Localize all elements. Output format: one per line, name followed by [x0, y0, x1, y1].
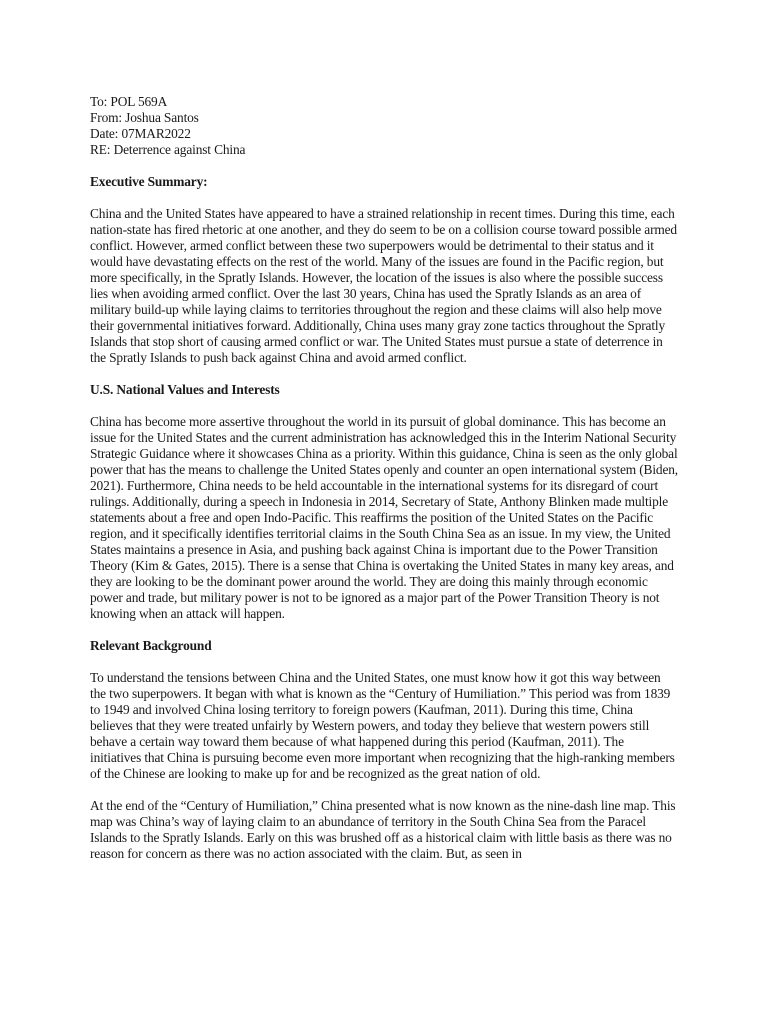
section-executive-summary — [90, 174, 678, 366]
section-heading: Relevant Background — [90, 638, 212, 653]
paragraph: At the end of the “Century of Humiliation,” China presented what is now known as the nine-dash line map. This map was China’s way of laying claim to an abundance of territory in the South China Sea from the Paracel Islands to the Spratly Islands. Early on this was brushed off as a historical claim with little basis as there was no reason for concern as there was no action associated with the claim. But, as seen in — [90, 798, 676, 861]
paragraph: China has become more assertive throughout the world in its pursuit of global dominance. This has become an issue for the United States and the current administration has acknowledged this in the Interim National Security Strategic Guidance where it showcases China as a priority. Within this guidance, China is seen as the only global power that has the means to challenge the United States openly and counter an open international system (Biden, 2021). Furthermore, China needs to be held accountable in the international systems for its disregard of court rulings. Additionally, during a speech in Indonesia in 2014, Secretary of State, Anthony Blinken made multiple statements about a free and open Indo-Pacific. This reaffirms the position of the United States on the Pacific region, and it specifically identifies territorial claims in the South China Sea as an issue. In my view, the United States maintains a presence in Asia, and pushing back against China is important due to the Power Transition Theory (Kim & Gates, 2015). There is a sense that China is overtaking the United States in many key areas, and they are looking to be the dominant power around the world. They are doing this mainly through economic power and trade, but military power is not to be ignored as a major part of the Power Transition Theory is not knowing when an attack will happen. — [90, 414, 678, 621]
paragraph: China and the United States have appeared to have a strained relationship in recent times. During this time, each nation-state has fired rhetoric at one another, and they do seem to be on a collision course toward possible armed conflict. However, armed conflict between these two superpowers would be detrimental to their status and it would have devastating effects on the rest of the world. Many of the issues are found in the Pacific region, but more specifically, in the Spratly Islands. However, the location of the issues is also where the possible success lies when avoiding armed conflict. Over the last 30 years, China has used the Spratly Islands as an area of military build-up while laying claims to territories throughout the region and these claims will also help move their governmental initiatives forward. Additionally, China uses many gray zone tactics throughout the Spratly Islands that stop short of causing armed conflict or war. The United States must pursue a state of deterrence in the Spratly Islands to push back against China and avoid armed conflict. — [90, 206, 677, 365]
memo-date: Date: 07MAR2022 — [90, 126, 191, 141]
paragraph: To understand the tensions between China and the United States, one must know how it got this way between the two superpowers. It began with what is known as the “Century of Humiliation.” This period was from 1839 to 1949 and involved China losing territory to foreign powers (Kaufman, 2011). During this time, China believes that they were treated unfairly by Western powers, and today they believe that western powers still behave a certain way toward them because of what happened during this period (Kaufman, 2011). The initiatives that China is pursuing become even more important when recognizing that the high-ranking members of the Chinese are looking to make up for and be recognized as the great nation of old. — [90, 670, 675, 781]
memo-subject: RE: Deterrence against China — [90, 142, 246, 157]
memo-header — [90, 94, 678, 158]
memo-to: To: POL 569A — [90, 94, 168, 109]
section-national-values — [90, 382, 678, 622]
section-heading: Executive Summary: — [90, 174, 208, 189]
section-heading: U.S. National Values and Interests — [90, 382, 280, 397]
memo-from: From: Joshua Santos — [90, 110, 199, 125]
section-relevant-background — [90, 638, 678, 862]
